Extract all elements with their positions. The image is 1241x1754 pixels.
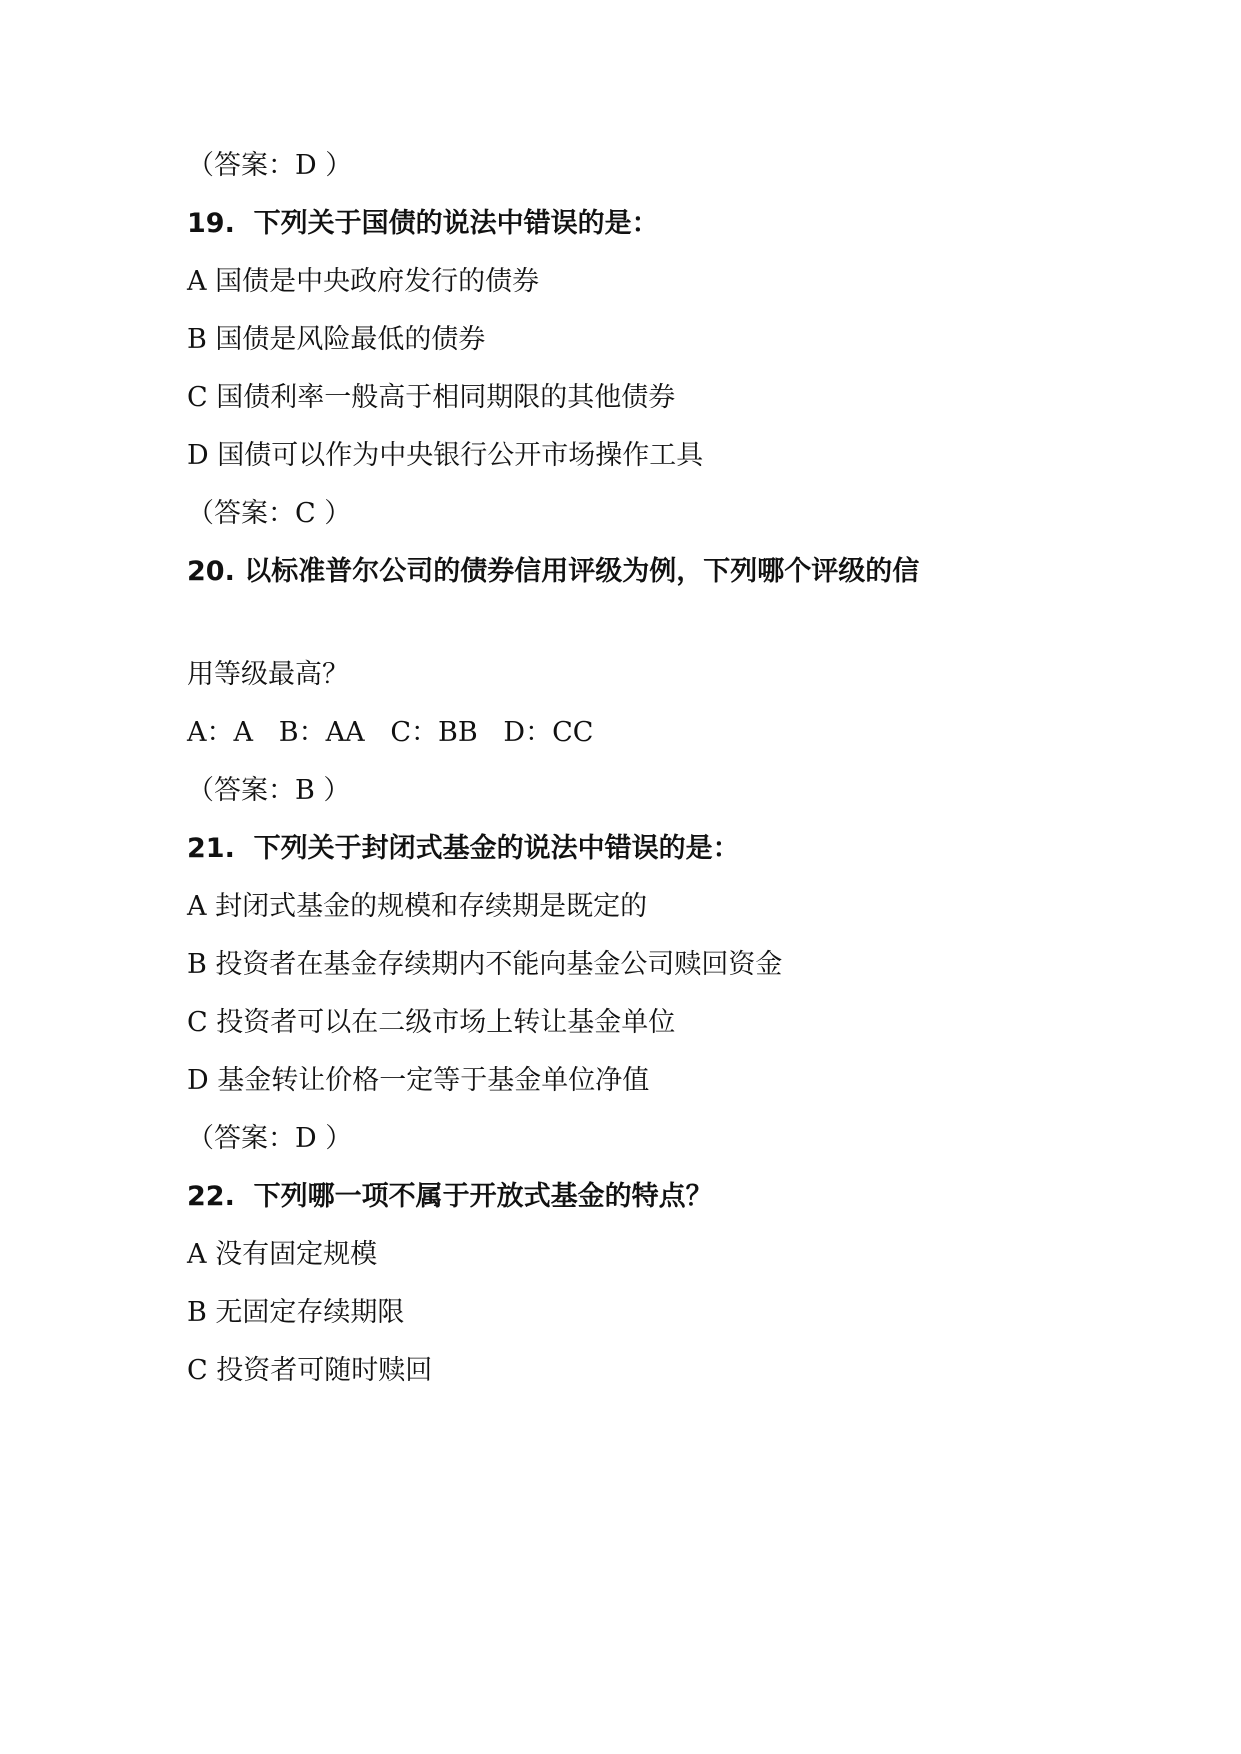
answer-line: （答案：B ） bbox=[187, 775, 351, 806]
option-21-b: B 投资者在基金存续期内不能向基金公司赎回资金 bbox=[187, 949, 783, 980]
question-20-continued: 用等级最高？ bbox=[187, 659, 349, 690]
option-22-b: B 无固定存续期限 bbox=[187, 1297, 405, 1328]
option-22-a: A 没有固定规模 bbox=[187, 1239, 378, 1270]
option-21-a: A 封闭式基金的规模和存续期是既定的 bbox=[187, 891, 648, 922]
option-21-c: C 投资者可以在二级市场上转让基金单位 bbox=[187, 1007, 676, 1038]
option-21-d: D 基金转让价格一定等于基金单位净值 bbox=[187, 1065, 650, 1096]
question-20: 20. 以标准普尔公司的债券信用评级为例，下列哪个评级的信 bbox=[187, 556, 920, 587]
options-20: A：A B：AA C：BB D：CC bbox=[187, 717, 594, 748]
option-19-d: D 国债可以作为中央银行公开市场操作工具 bbox=[187, 440, 704, 471]
question-22: 22. 下列哪一项不属于开放式基金的特点？ bbox=[187, 1181, 713, 1212]
option-19-b: B 国债是风险最低的债券 bbox=[187, 324, 486, 355]
answer-line: （答案：C ） bbox=[187, 498, 352, 529]
option-22-c: C 投资者可随时赎回 bbox=[187, 1355, 433, 1386]
answer-line: （答案：D ） bbox=[187, 1123, 353, 1154]
option-19-a: A 国债是中央政府发行的债券 bbox=[187, 266, 540, 297]
option-19-c: C 国债利率一般高于相同期限的其他债券 bbox=[187, 382, 676, 413]
answer-line: （答案：D ） bbox=[187, 150, 353, 181]
question-21: 21. 下列关于封闭式基金的说法中错误的是： bbox=[187, 833, 740, 864]
question-19: 19. 下列关于国债的说法中错误的是： bbox=[187, 208, 659, 239]
